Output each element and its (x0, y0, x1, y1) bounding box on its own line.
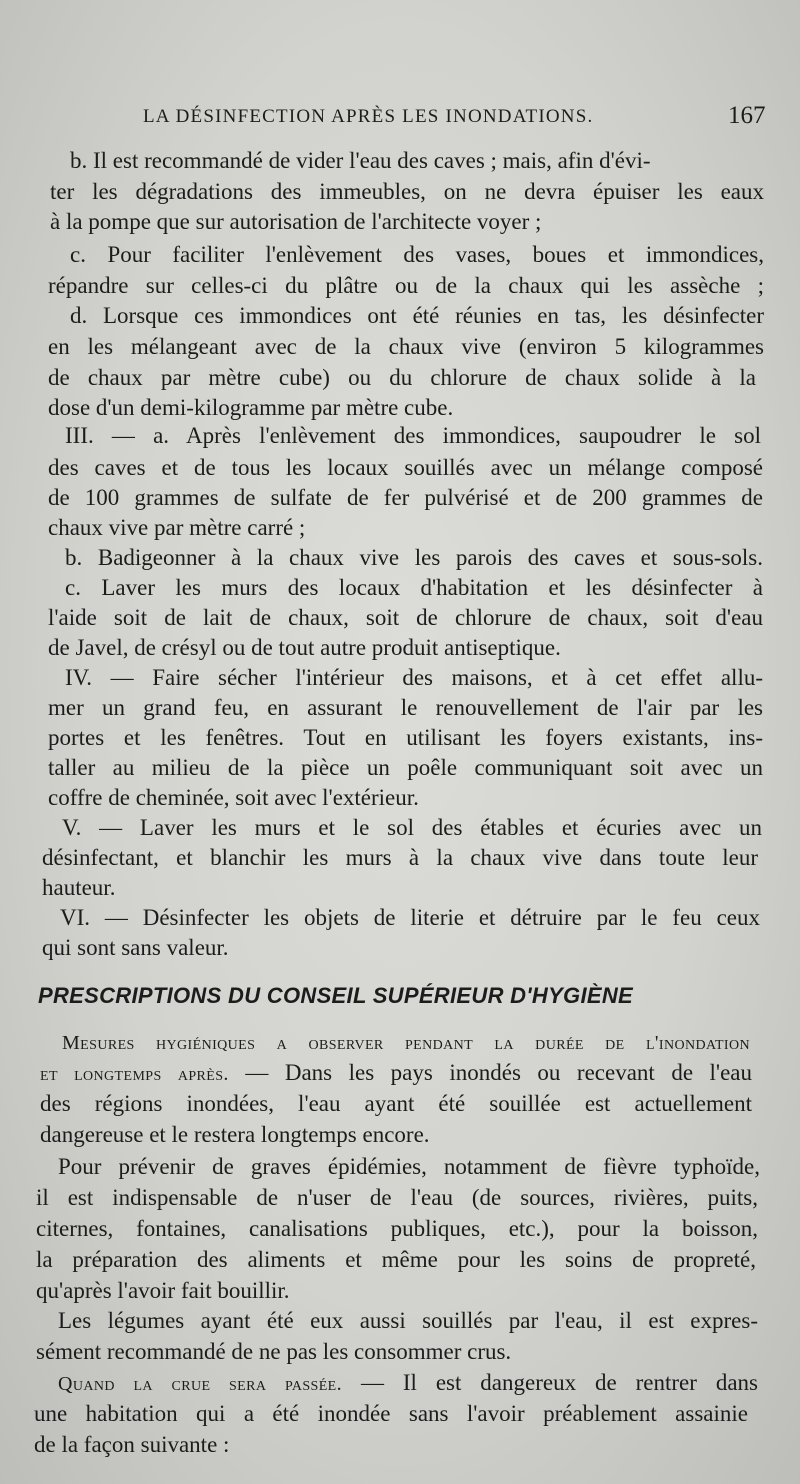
section-heading: PRESCRIPTIONS DU CONSEIL SUPÉRIEUR D'HYGIÈNE (38, 983, 634, 1008)
text-line: Les légumes ayant été eux aussi souillés par l'eau, il est expres- (58, 1308, 758, 1333)
text-line: de la façon suivante : (34, 1432, 230, 1457)
text-line: et longtemps après. — Dans les pays inondés ou recevant de l'eau (40, 1060, 752, 1085)
text-line: ter les dégradations des immeubles, on ne devra épuiser les eaux (50, 179, 764, 204)
text-line: portes et les fenêtres. Tout en utilisant les foyers existants, ins- (48, 725, 763, 750)
text-line: VI. — Désinfecter les objets de literie et détruire par le feu ceux (60, 905, 760, 930)
text-line: une habitation qui a été inondée sans l'avoir préablement assainie (34, 1401, 748, 1426)
text-line: c. Laver les murs des locaux d'habitation et les désinfecter à (65, 575, 763, 600)
running-title: LA DÉSINFECTION APRÈS LES INONDATIONS. (143, 106, 594, 127)
text-line: l'aide soit de lait de chaux, soit de chlorure de chaux, soit d'eau (48, 605, 763, 630)
text-line: qui sont sans valeur. (42, 935, 229, 960)
text-line: d. Lorsque ces immondices ont été réunies en tas, les désinfecter (70, 303, 764, 328)
text-line: chaux vive par mètre carré ; (48, 515, 306, 540)
text-line: Mesures hygiéniques a observer pendant la durée de l'inondation (62, 1032, 750, 1054)
text-line: qu'après l'avoir fait bouillir. (36, 1278, 290, 1303)
text-line: hauteur. (42, 875, 116, 900)
text-line: il est indispensable de n'user de l'eau (de sources, rivières, puits, (36, 1185, 758, 1210)
text-line: à la pompe que sur autorisation de l'architecte voyer ; (50, 209, 542, 234)
text-line: dose d'un demi-kilogramme par mètre cube. (48, 395, 454, 420)
text-line: b. Badigeonner à la chaux vive les parois des caves et sous-sols. (65, 545, 763, 570)
text-line: IV. — Faire sécher l'intérieur des maisons, et à cet effet allu- (65, 665, 763, 690)
text-line: taller au milieu de la pièce un poêle communiquant soit avec un (48, 755, 763, 780)
text-line: mer un grand feu, en assurant le renouvellement de l'air par les (48, 695, 763, 720)
text-line: de chaux par mètre cube) ou du chlorure de chaux solide à la (48, 365, 756, 390)
text-line: III. — a. Après l'enlèvement des immondices, saupoudrer le sol (65, 423, 761, 448)
text-line: coffre de cheminée, soit avec l'extérieur. (48, 785, 419, 810)
text-line: répandre sur celles-ci du plâtre ou de la chaux qui les assèche ; (48, 273, 764, 298)
text-line: de Javel, de crésyl ou de tout autre produit antiseptique. (48, 635, 561, 660)
text-line: dangereuse et le restera longtemps encore. (40, 1122, 430, 1147)
text-line: des caves et de tous les locaux souillés avec un mélange composé (48, 455, 763, 480)
page-number: 167 (728, 102, 766, 129)
text-line: désinfectant, et blanchir les murs à la chaux vive dans toute leur (42, 845, 758, 870)
text-line: citernes, fontaines, canalisations publiques, etc.), pour la boisson, (36, 1216, 758, 1241)
text-line: c. Pour faciliter l'enlèvement des vases, boues et immondices, (70, 242, 764, 267)
text-line: Pour prévenir de graves épidémies, notamment de fièvre typhoïde, (58, 1154, 760, 1179)
text-line: de 100 grammes de sulfate de fer pulvérisé et de 200 grammes de (48, 485, 763, 510)
text-line: la préparation des aliments et même pour les soins de propreté, (36, 1247, 756, 1272)
text-line: sément recommandé de ne pas les consommer crus. (36, 1339, 512, 1364)
text-line: Quand la crue sera passée. — Il est dangereux de rentrer dans (58, 1370, 758, 1395)
text-line: des régions inondées, l'eau ayant été souillée est actuellement (40, 1091, 752, 1116)
text-line: b. Il est recommandé de vider l'eau des caves ; mais, afin d'évi- (70, 148, 651, 173)
text-line: V. — Laver les murs et le sol des étables et écuries avec un (62, 815, 762, 840)
text-line: en les mélangeant avec de la chaux vive (environ 5 kilogrammes (48, 334, 764, 359)
